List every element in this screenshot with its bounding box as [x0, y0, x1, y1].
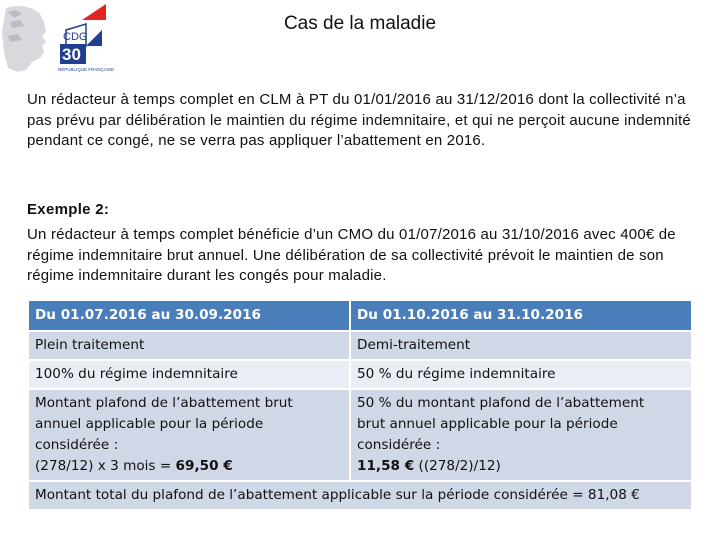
example-paragraph: Un rédacteur à temps complet bénéficie d’un CMO du 01/07/2016 au 31/10/2016 avec 400€ de régime indemnitaire brut annuel. Une délibération de sa collectivité prévoit le maintien de son régime indemnitaire durant les congés pour maladie. — [27, 226, 676, 284]
cell-ceiling-1-line: Montant plafond de l’abattement brut — [35, 395, 293, 411]
cell-ceiling-1-line: annuel applicable pour la période — [35, 416, 264, 432]
cell-ceiling-2-line: 50 % du montant plafond de l’abattement — [357, 395, 645, 411]
header-period-1: Du 01.07.2016 au 30.09.2016 — [28, 300, 350, 331]
cell-regime-2: 50 % du régime indemnitaire — [350, 360, 692, 389]
cell-salary-1: Plein traitement — [28, 331, 350, 360]
table-row — [28, 360, 692, 389]
logo-caption: RÉPUBLIQUE FRANÇAISE — [58, 67, 114, 72]
cell-ceiling-1-calc: (278/12) x 3 mois = — [35, 458, 176, 474]
logo-org-top: CDG — [63, 31, 88, 43]
cell-ceiling-2-calc: ((278/2)/12) — [414, 458, 501, 474]
cell-ceiling-2-line: brut annuel applicable pour la période — [357, 416, 618, 432]
cell-ceiling-1-result: 69,50 € — [175, 458, 233, 474]
table-row — [28, 331, 692, 360]
logo-org-number: 30 — [62, 45, 81, 64]
cell-regime-1: 100% du régime indemnitaire — [28, 360, 350, 389]
cell-ceiling-1-line: considérée : — [35, 437, 119, 453]
intro-paragraph: Un rédacteur à temps complet en CLM à PT du 01/01/2016 au 31/12/2016 dont la collectivité n’a pas prévu par délibération le maintien du régime indemnitaire, et qui ne perçoit aucune indemnité pendant ce congé, ne se verra pas appliquer l’abattement en 2016. — [27, 91, 691, 149]
table-row — [28, 389, 692, 481]
header-period-2: Du 01.10.2016 au 31.10.2016 — [350, 300, 692, 331]
allowance-table — [27, 299, 693, 511]
cell-salary-2: Demi-traitement — [350, 331, 692, 360]
example-heading: Exemple 2: — [27, 201, 110, 218]
table-total-row — [28, 481, 692, 510]
cell-total: Montant total du plafond de l’abattement applicable sur la période considérée = 81,08 € — [28, 481, 692, 510]
slide-title: Cas de la maladie — [283, 13, 437, 34]
cell-ceiling-2-line: considérée : — [357, 437, 441, 453]
cell-ceiling-1 — [28, 389, 350, 481]
cell-ceiling-2 — [350, 389, 692, 481]
cell-ceiling-2-result: 11,58 € — [357, 458, 415, 474]
table-header-row — [28, 300, 692, 331]
